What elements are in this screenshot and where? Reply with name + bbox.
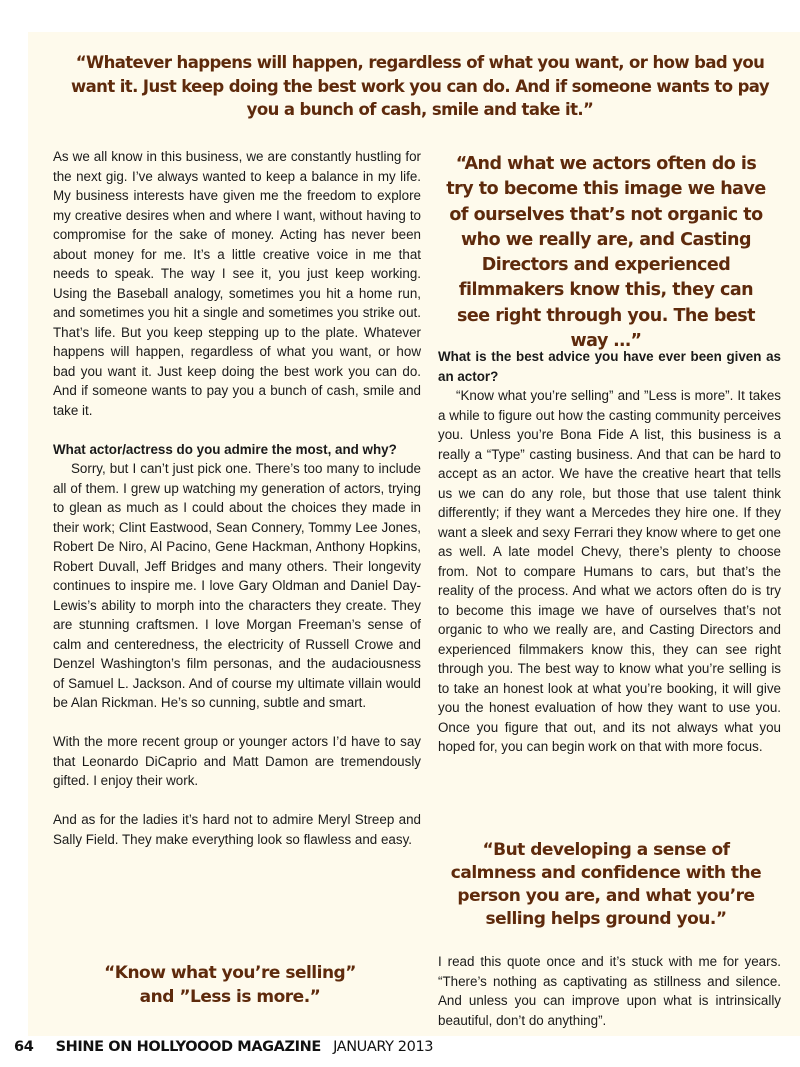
right-pull-quote-top: “And what we actors often do is try to become this image we have of ourselves that’s not organic to who we really are, and Casting Directors and experienced filmmakers know this, they can see right through you. The best way …” <box>446 154 766 352</box>
closing-paragraph: I read this quote once and it’s stuck with me for years. “There’s nothing as captivating as stillness and silence. And unless you can improve upon what is intrinsically beautiful, don’t do anything”. <box>438 954 781 1028</box>
right-column-closing <box>438 952 781 1030</box>
intro-paragraph: As we all know in this business, we are constantly hustling for the next gig. I’ve always wanted to keep a balance in my life. My business interests have given me the freedom to explore my creative desires when and where I want, without having to compromise for the sake of money. Acting has never been about money for me. It’s a little creative voice in me that needs to speak. The way I see it, you just keep working. Using the Baseball analogy, sometimes you hit a home run, and sometimes you hit a single and sometimes you strike out. That’s life. But you keep stepping up to the plate. Whatever happens will happen, regardless of what you want, or how bad you want it. Just keep doing the best work you can do. And if someone wants to pay you a bunch of cash, smile and take it. <box>53 149 421 418</box>
page-number: 64 <box>14 1039 34 1055</box>
page-footer <box>14 1039 433 1055</box>
ladies-paragraph: And as for the ladies it’s hard not to admire Meryl Streep and Sally Field. They make everything look so flawless and easy. <box>53 812 421 847</box>
issue-date: JANUARY 2013 <box>333 1039 434 1055</box>
top-pull-quote: “Whatever happens will happen, regardless of what you want, or how bad you want it. Just keep doing the best work you can do. And if someone wants to pay you a bunch of cash, smile and take it.” <box>71 53 769 119</box>
left-pull-quote: “Know what you’re selling” and ”Less is more.” <box>104 963 356 1007</box>
right-column <box>438 347 781 757</box>
answer-paragraph-admire: Sorry, but I can’t just pick one. There’s too many to include all of them. I grew up watching my generation of actors, trying to glean as much as I could about the choices they made in their work; Clint Eastwood, Sean Connery, Tommy Lee Jones, Robert De Niro, Al Pacino, Gene Hackman, Anthony Hopkins, Robert Duvall, Jeff Bridges and many others. Their longevity continues to inspire me. I love Gary Oldman and Daniel Day-Lewis’s ability to morph into the characters they create. They are stunning craftsmen. I love Morgan Freeman’s sense of calm and centeredness, the electricity of Russell Crowe and Denzel Washington’s film personas, and the audaciousness of Samuel L. Jackson. And of course my ultimate villain would be Alan Rickman. He’s so cunning, subtle and smart. <box>53 461 421 710</box>
question-heading-admire: What actor/actress do you admire the most, and why? <box>53 441 397 457</box>
magazine-name: SHINE ON HOLLYOOOD MAGAZINE <box>55 1039 321 1055</box>
right-pull-quote-bottom: “But developing a sense of calmness and confidence with the person you are, and what you’re selling helps ground you.” <box>450 840 762 929</box>
answer-paragraph-advice: “Know what you’re selling” and ”Less is more”. It takes a while to figure out how the casting community perceives you. Unless you’re Bona Fide A list, this business is a really a “Type” casting business. And that can be hard to accept as an actor. We have the creative heart that tells us we can do any role, but those that use talent think differently; if they want a Mercedes they hire one. If they want a sleek and sexy Ferrari they know where to get one as well. A late model Chevy, there’s plenty to choose from. Not to compare Humans to cars, but that’s the reality of the process. And what we actors often do is try to become this image we have of ourselves that’s not organic to who we really are, and Casting Directors and experienced filmmakers know this, they can see right through you. The best way to know what you’re selling is to take an honest look at what you’re booking, it will give you the honest evaluation of how they want to use you. Once you figure that out, and its not always what you hoped for, you can begin work on that with more focus. <box>438 388 781 754</box>
younger-actors-paragraph: With the more recent group or younger actors I’d have to say that Leonardo DiCaprio and Matt Damon are tremendously gifted. I enjoy their work. <box>53 734 421 788</box>
question-heading-advice: What is the best advice you have ever been given as an actor? <box>438 349 781 384</box>
left-column <box>53 147 421 849</box>
